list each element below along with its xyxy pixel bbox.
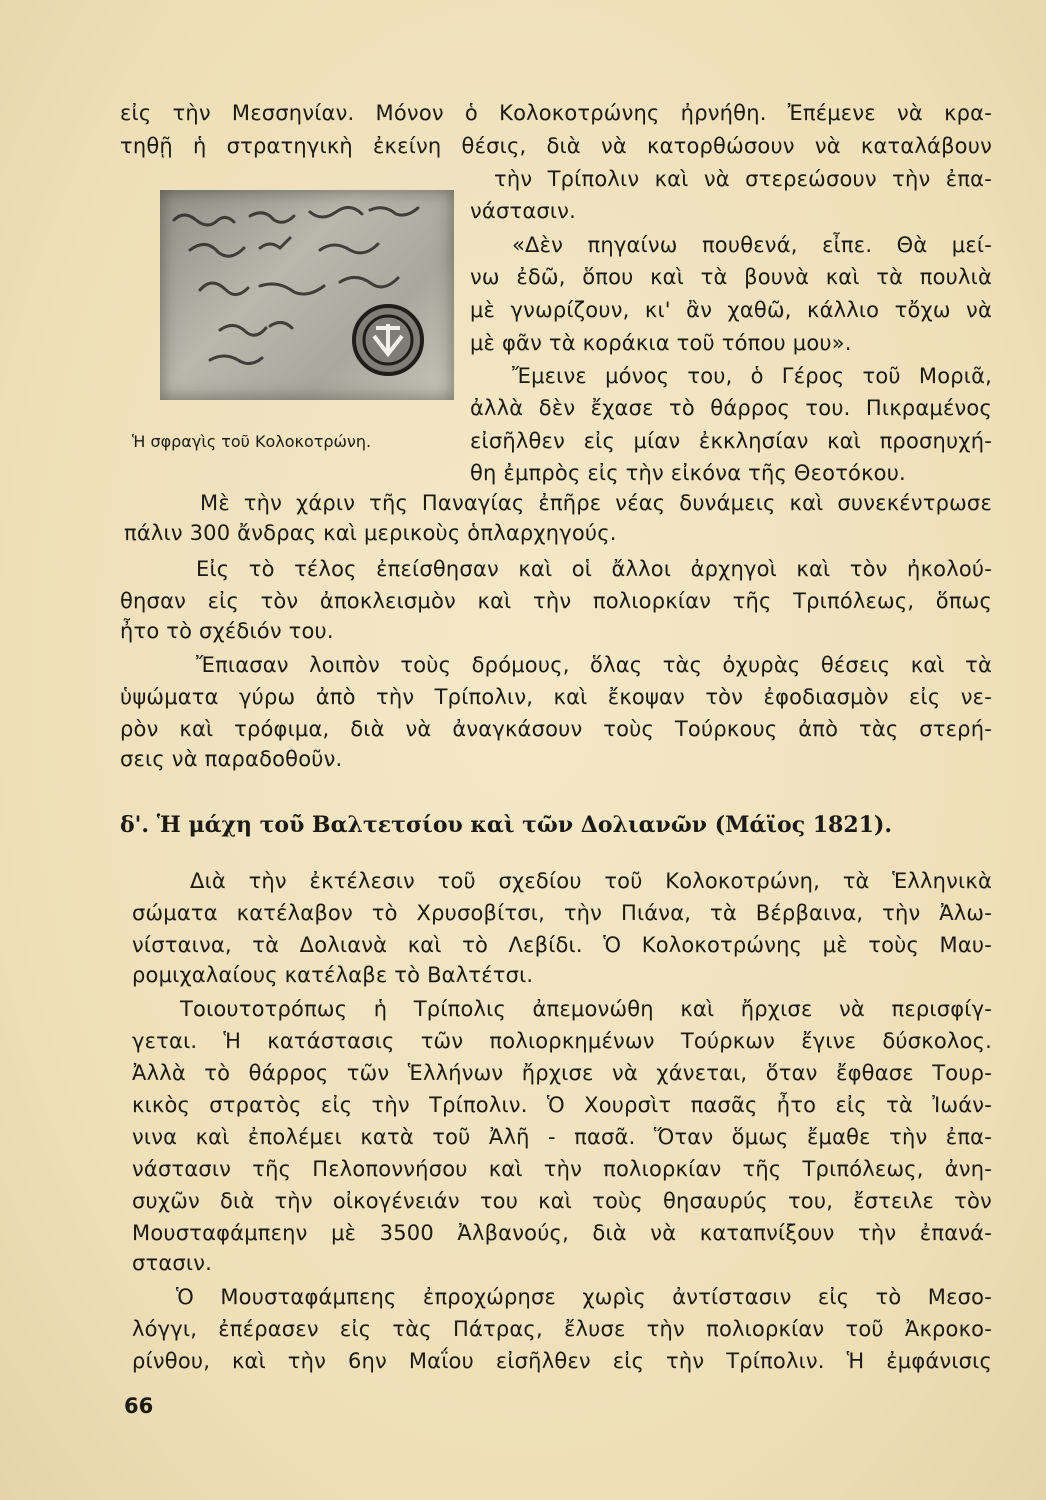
image-caption: Ἡ σφραγὶς τοῦ Κολοκοτρώνη. <box>132 432 372 451</box>
text-line: τὴν Τρίπολιν καὶ νὰ στερεώσουν τὴν ἐπα- <box>494 167 992 191</box>
text-line: εἰς τὴν Μεσσηνίαν. Μόνον ὁ Κολοκοτρώνης ἠρνήθη. Ἐπέμενε νὰ κρα- <box>120 101 992 125</box>
text-line: ἀλλὰ δὲν ἔχασε τὸ θάρρος του. Πικραμένος <box>470 396 992 420</box>
text-line: ρομιχαλαίους κατέλαβε τὸ Βαλτέτσι. <box>132 963 534 987</box>
text-line: ρίνθου, καὶ τὴν 6ην Μαΐου εἰσῆλθεν εἰς τὴν Τρίπολιν. Ἡ ἐμφάνισις <box>132 1349 992 1373</box>
text-line: Μουσταφάμπεην μὲ 3500 Ἀλβανούς, διὰ νὰ καταπνίξουν τὴν ἐπανά- <box>132 1221 992 1245</box>
text-line: σώματα κατέλαβον τὸ Χρυσοβίτσι, τὴν Πιάνα, τὰ Βέρβαινα, τὴν Ἀλω- <box>132 901 992 925</box>
seal-emblem <box>354 306 422 374</box>
text-line: μὲ γνωρίζουν, κι' ἂν χαθῶ, κάλλιο τὄχω νὰ <box>470 298 992 322</box>
page-number: 66 <box>124 1394 154 1418</box>
text-line: πάλιν 300 ἄνδρας καὶ μερικοὺς ὁπλαρχηγούς. <box>124 521 617 545</box>
text-line: Ἔμεινε μόνος του, ὁ Γέρος τοῦ Μοριᾶ, <box>512 364 992 388</box>
text-line: νινα καὶ ἐπολέμει κατὰ τοῦ Ἀλῆ - πασᾶ. Ὅταν ὅμως ἔμαθε τὴν ἐπα- <box>132 1125 992 1149</box>
text-line: συχῶν διὰ τὴν οἰκογένειάν του καὶ τοὺς θησαυρύς του, ἔστειλε τὸν <box>132 1189 992 1213</box>
text-line: τηθῇ ἡ στρατηγικὴ ἐκείνη θέσις, διὰ νὰ κατορθώσουν νὰ καταλάβουν <box>120 134 992 158</box>
text-line: ὑψώματα γύρω ἀπὸ τὴν Τρίπολιν, καὶ ἔκοψαν τὸν ἐφοδιασμὸν εἰς νε- <box>120 685 992 709</box>
text-line: νάστασιν. <box>470 199 576 223</box>
seal-photo <box>160 190 454 400</box>
text-line: ἦτο τὸ σχέδιόν του. <box>120 619 334 643</box>
text-line: Διὰ τὴν ἐκτέλεσιν τοῦ σχεδίου τοῦ Κολοκοτρώνη, τὰ Ἑλληνικὰ <box>190 869 992 893</box>
text-line: Μὲ τὴν χάριν τῆς Παναγίας ἐπῆρε νέας δυνάμεις καὶ συνεκέντρωσε <box>200 491 992 515</box>
section-heading: δ'. Ἡ μάχη τοῦ Βαλτετσίου καὶ τῶν Δολιανῶν (Μάϊος 1821). <box>120 812 893 838</box>
text-line: θησαν εἰς τὸν ἀποκλεισμὸν καὶ τὴν πολιορκίαν τῆς Τριπόλεως, ὅπως <box>120 589 992 613</box>
text-line: Εἰς τὸ τέλος ἐπείσθησαν καὶ οἱ ἄλλοι ἀρχηγοὶ καὶ τὸν ἠκολού- <box>196 557 992 581</box>
text-line: νίσταινα, τὰ Δολιανὰ καὶ τὸ Λεβίδι. Ὁ Κολοκοτρώνης μὲ τοὺς Μαυ- <box>132 933 992 957</box>
text-line: σεις νὰ παραδοθοῦν. <box>120 747 343 771</box>
text-line: μὲ φᾶν τὰ κοράκια τοῦ τόπου μου». <box>470 331 852 355</box>
text-line: Ὁ Μουσταφάμπεης ἐπροχώρησε χωρὶς ἀντίστασιν εἰς τὸ Μεσο- <box>176 1285 992 1309</box>
text-line: νω ἐδῶ, ὅπου καὶ τὰ βουνὰ καὶ τὰ πουλιὰ <box>470 265 992 289</box>
text-line: θη ἐμπρὸς εἰς τὴν εἰκόνα τῆς Θεοτόκου. <box>470 461 906 485</box>
text-line: λόγγι, ἐπέρασεν εἰς τὰς Πάτρας, ἔλυσε τὴν πολιορκίαν τοῦ Ἀκροκο- <box>132 1317 992 1341</box>
text-line: κικὸς στρατὸς εἰς τὴν Τρίπολιν. Ὁ Χουρσὶτ πασᾶς ἦτο εἰς τὰ Ἰωάν- <box>132 1093 992 1117</box>
text-line: Ἀλλὰ τὸ θάρρος τῶν Ἑλλήνων ἤρχισε νὰ χάνεται, ὅταν ἔφθασε Τουρ- <box>132 1061 992 1085</box>
text-line: νάστασιν τῆς Πελοποννήσου καὶ τὴν πολιορκίαν τῆς Τριπόλεως, ἀνη- <box>132 1157 992 1181</box>
text-line: στασιν. <box>132 1251 213 1275</box>
text-line: γεται. Ἡ κατάστασις τῶν πολιορκημένων Τούρκων ἔγινε δύσκολος. <box>132 1029 992 1053</box>
text-line: «Δὲν πηγαίνω πουθενά, εἶπε. Θὰ μεί- <box>512 233 992 257</box>
text-line: Ἔπιασαν λοιπὸν τοὺς δρόμους, ὅλας τὰς ὀχυρὰς θέσεις καὶ τὰ <box>196 653 992 677</box>
text-line: ρὸν καὶ τρόφιμα, διὰ νὰ ἀναγκάσουν τοὺς Τούρκους ἀπὸ τὰς στερή- <box>120 717 992 741</box>
text-line: Τοιουτοτρόπως ἡ Τρίπολις ἀπεμονώθη καὶ ἤρχισε νὰ περισφίγ- <box>180 997 992 1021</box>
text-line: εἰσῆλθεν εἰς μίαν ἐκκλησίαν καὶ προσηυχή- <box>470 429 992 453</box>
